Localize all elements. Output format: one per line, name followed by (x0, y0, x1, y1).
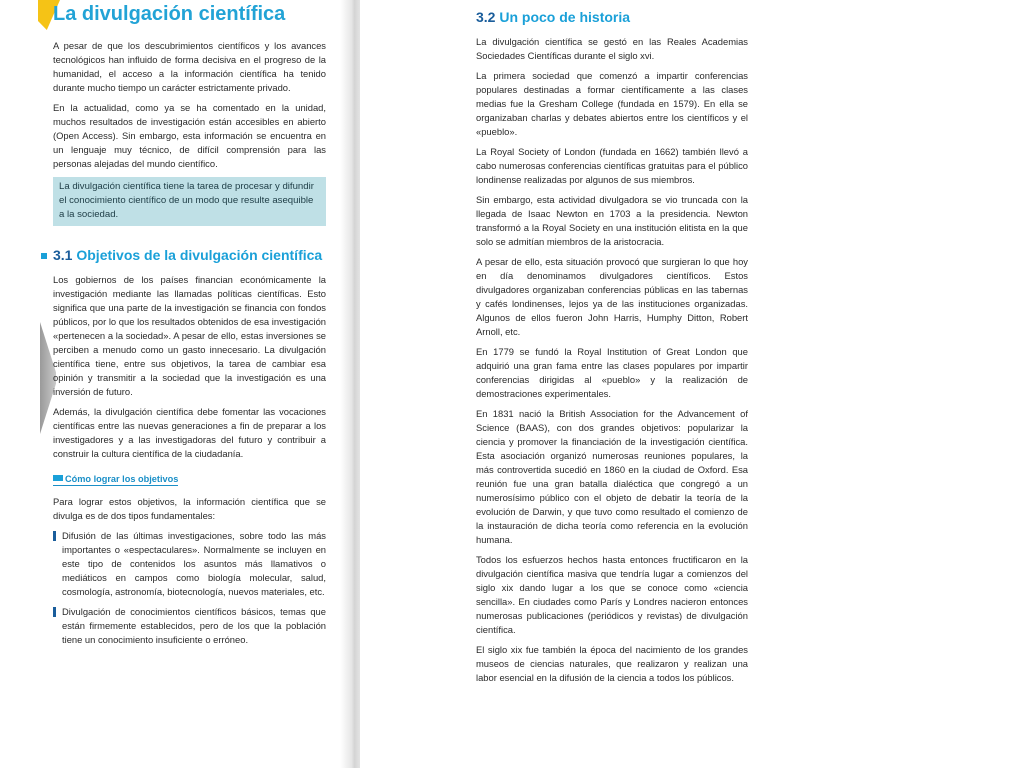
intro-section (53, 39, 326, 171)
section-number: 3.1 (53, 246, 73, 263)
subheading (53, 474, 178, 486)
bullet-bar-icon (53, 531, 56, 541)
history-paragraph: La Royal Society of London (fundada en 1662) también llevó a cabo numerosas conferencias científicas gratuitas para el público londinense realizadas por algunos de sus miembros. (476, 146, 748, 185)
section-title: Un poco de historia (499, 9, 631, 25)
bullet-bar-icon (53, 607, 56, 617)
subheading-wrapper (53, 469, 326, 495)
history-paragraph: En 1779 se fundó la Royal Institution of Great London que adquirió una gran fama entre las clases populares por impartir conferencias dirigidas al «pueblo» y la realización de demostraciones experimentales. (476, 346, 748, 399)
subheading-text: Cómo lograr los objetivos (65, 473, 179, 484)
bullet-item (53, 605, 326, 647)
history-paragraph: Sin embargo, esta actividad divulgadora se vio truncada con la llegada de Isaac Newton en 1703 a la presidencia. Newton transformó a la Royal Society en una institución elitista en la que solo se admitían miembros de la aristocracia. (476, 194, 748, 247)
history-paragraph: La divulgación científica se gestó en las Reales Academias Sociedades Científicas durante el siglo xvi. (476, 36, 748, 61)
history-paragraph: El siglo xix fue también la época del nacimiento de los grandes museos de ciencias naturales, que realizaron y realizan una labor esencial en la difusión de la ciencia a todos los públicos. (476, 644, 748, 683)
intro-paragraph: A pesar de que los descubrimientos científicos y los avances tecnológicos han influido de forma decisiva en el progreso de la humanidad, el acceso a la información científica ha tenido durante mucho tiempo un carácter estrictamente privado. (53, 40, 326, 93)
definition-callout: La divulgación científica tiene la tarea de procesar y difundir el conocimiento científico de un modo que resulte asequible a la sociedad. (53, 177, 326, 226)
section-title: Objetivos de la divulgación científica (76, 246, 323, 263)
body-paragraph: Además, la divulgación científica debe fomentar las vocaciones científicas entre las nuevas generaciones a fin de preparar a los investigadores y a las investigadoras del futuro y contribuir a construir la cultura científica de la ciudadanía. (53, 405, 326, 459)
section-3-1-body (53, 273, 326, 647)
history-paragraph: Todos los esfuerzos hechos hasta entonces fructificaron en la divulgación científica masiva que tendría lugar a comienzos del siglo xix dando lugar a los que se conoce como «ciencia sencilla». En ciudades como París y Londres nacieron entonces numerosas publicaciones (periódicos y revistas) de divulgación científica. (476, 554, 748, 635)
subheading-square-icon (53, 475, 63, 481)
history-paragraph: En 1831 nació la British Association for the Advancement of Science (BAAS), con dos grandes objetivos: popularizar la ciencia y promover la financiación de la investigación científica. Esta asociación organizó numerosas reuniones populares, la más controvertida sucedió en 1860 en la ciudad de Oxford. Esa reunión fue una gran batalla dialéctica que congregó a un numerosísimo público con el objeto de debatir la teoría de la evolución de Darwin, y que tuvo como resultado el comienzo de la instauración de dicha teoría como referencia en la evolución humana. (476, 408, 748, 545)
history-paragraph: A pesar de ello, esta situación provocó que surgieran lo que hoy en día denominamos divulgadores científicos. Estos divulgadores organizaban conferencias públicas en las tabernas y cafés londinenses, lejos ya de las instituciones organizadas. Algunos de ellos fueron John Harris, Humphy Ditton, Robert Arnoll, etc. (476, 256, 748, 337)
section-3-1-heading (53, 246, 326, 265)
bullet-text: Difusión de las últimas investigaciones, sobre todo las más importantes o «espectaculares». Normalmente se incluyen en este tipo de contenidos los asuntos más llamativos o mediáticos en campos como biología molecular, salud, cosmología, astronomía, biotecnología, nuevos materiales, etc. (62, 529, 326, 597)
left-page (0, 0, 352, 768)
bullet-text: Divulgación de conocimientos científicos básicos, temas que están firmemente establecidos, pero de los que la población tiene un conocimiento insuficiente o erróneo. (62, 605, 326, 645)
right-column (476, 8, 748, 691)
left-column (53, 0, 326, 653)
section-number: 3.2 (476, 9, 496, 25)
history-paragraph: La primera sociedad que comenzó a impartir conferencias populares destinadas a formar científicamente a las clases medias fue la Gresham College (fundada en 1579). En ella se organizaban charlas y debates abiertos entre los científicos y el «pueblo». (476, 70, 748, 137)
bullet-item (53, 529, 326, 599)
intro-paragraph: En la actualidad, como ya se ha comentado en la unidad, muchos resultados de investigación están accesibles en abierto (Open Access). Sin embargo, esta información se encuentra en un lenguaje muy técnico, de difícil comprensión para las personas alejadas del mundo científico. (53, 102, 326, 169)
section-3-2-heading (476, 8, 748, 27)
subheading-intro: Para lograr estos objetivos, la información científica que se divulga es de dos tipos fundamentales: (53, 495, 326, 521)
body-paragraph: Los gobiernos de los países financian económicamente la investigación mediante las llamadas políticas científicas. Esto significa que una parte de la investigación se financia con fondos públicos, por lo que los resultados obtenidos de esa investigación «pertenecen a la sociedad». A pesar de ello, estas inversiones se perciben a menudo como un gasto innecesario. La divulgación científica tiene, entre sus objetivos, la tarea de cambiar esa opinión y transmitir a la sociedad que la investigación es una inversión de futuro. (53, 273, 326, 397)
page-title: La divulgación científica (53, 3, 286, 25)
section-marker-square (41, 253, 47, 259)
